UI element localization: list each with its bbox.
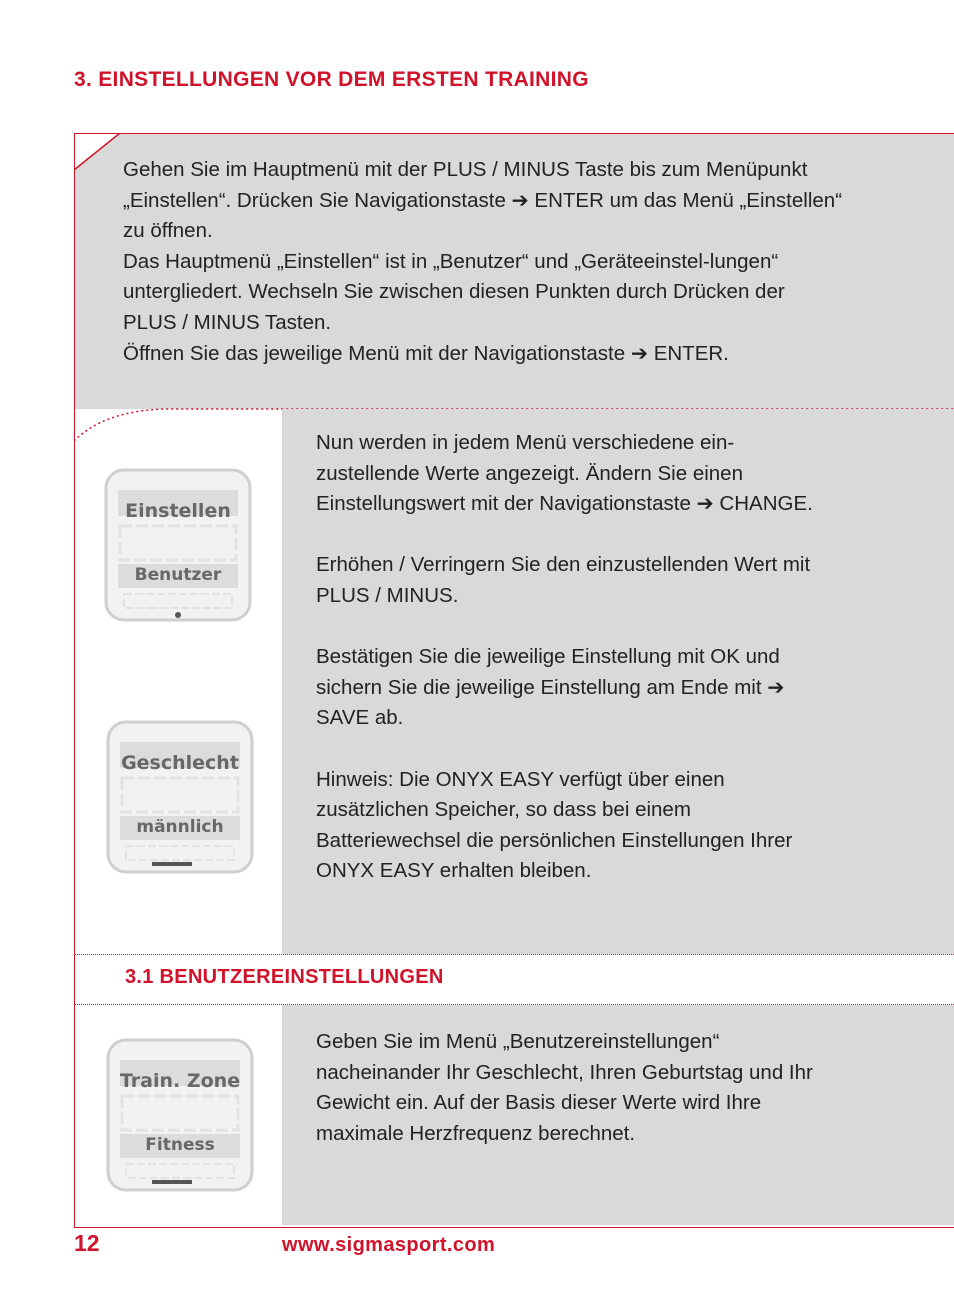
- settings-paragraph: Hinweis: Die ONYX EASY verfügt über einen zusätzlichen Speicher, so dass bei einem Batteriewechsel die persönlichen Einstellungen Ihrer ONYX EASY erhalten bleiben.: [316, 767, 793, 883]
- watch-icon: [100, 712, 260, 882]
- user-settings-paragraph: Geben Sie im Menü „Benutzereinstellungen“ nacheinander Ihr Geschlecht, Ihren Geburtstag und Ihr Gewicht ein. Auf der Basis dieser Werte wird Ihre maximale Herzfrequenz berechnet.: [316, 1030, 813, 1145]
- watch-bottom-label: männlich: [136, 817, 224, 837]
- watch-top-label: Geschlecht: [121, 752, 239, 774]
- watch-icon: [100, 1030, 260, 1200]
- subsection-heading: 3.1 BENUTZEREINSTELLUNGEN: [125, 966, 444, 988]
- user-settings-text: [316, 1027, 836, 1149]
- watch-bottom-label: Benutzer: [134, 565, 222, 585]
- settings-paragraph: Erhöhen / Verringern Sie den einzustellenden Wert mit PLUS / MINUS.: [316, 553, 811, 607]
- watch-display-einstellen: [98, 460, 258, 630]
- watch-top-label: Train. Zone: [119, 1070, 241, 1092]
- intro-text: [123, 155, 843, 369]
- section-heading: 3. EINSTELLUNGEN VOR DEM ERSTEN TRAINING: [74, 68, 589, 91]
- watch-icon: [98, 460, 258, 630]
- watch-top-label: Einstellen: [125, 500, 231, 522]
- intro-paragraph: Das Hauptmenü „Einstellen“ ist in „Benutzer“ und „Geräteeinstel-lungen“ untergliedert. Wechseln Sie zwischen diesen Punkten durch Drücken der PLUS / MINUS Tasten.: [123, 249, 785, 334]
- settings-paragraph: Nun werden in jedem Menü verschiedene ein-zustellende Werte angezeigt. Ändern Sie einen Einstellungswert mit der Navigationstaste ➔ CHANGE.: [316, 431, 813, 516]
- footer-url[interactable]: www.sigmasport.com: [282, 1234, 496, 1256]
- intro-paragraph: Öffnen Sie das jeweilige Menü mit der Navigationstaste ➔ ENTER.: [123, 341, 729, 365]
- dotted-divider: [74, 954, 954, 955]
- intro-paragraph: Gehen Sie im Hauptmenü mit der PLUS / MINUS Taste bis zum Menüpunkt „Einstellen“. Drücken Sie Navigationstaste ➔ ENTER um das Menü „Einstellen“ zu öffnen.: [123, 158, 843, 243]
- page-number: 12: [74, 1230, 100, 1256]
- settings-paragraph: Bestätigen Sie die jeweilige Einstellung mit OK und sichern Sie die jeweilige Einstellung am Ende mit ➔ SAVE ab.: [316, 645, 785, 730]
- watch-display-geschlecht: [100, 712, 260, 882]
- watch-display-train-zone: [100, 1030, 260, 1200]
- settings-text: [316, 428, 836, 887]
- watch-bottom-label: Fitness: [145, 1135, 215, 1155]
